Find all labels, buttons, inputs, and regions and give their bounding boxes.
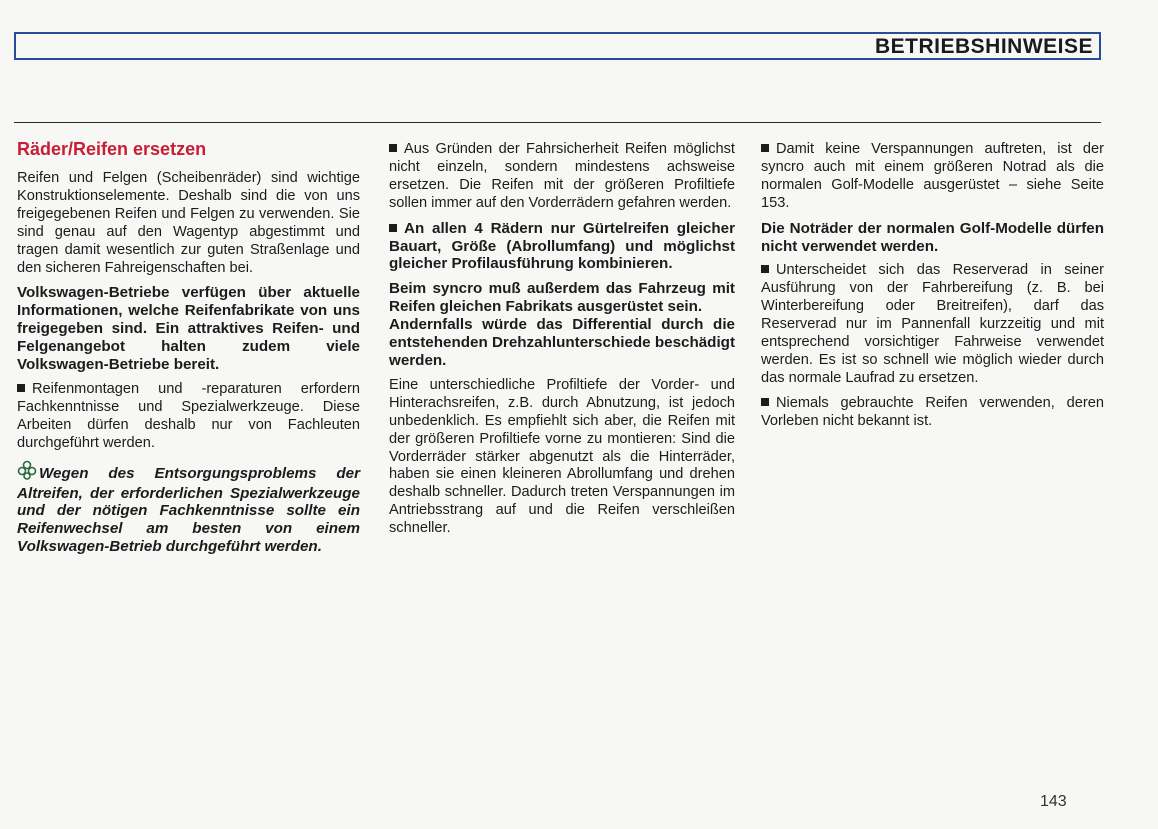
column-3 — [761, 141, 1104, 438]
horizontal-rule — [14, 122, 1101, 123]
paragraph-bullet: Niemals gebrauchte Reifen verwenden, deren Vorleben nicht bekannt ist. — [761, 394, 1104, 429]
paragraph-bold-syncro: Beim syncro muß außerdem das Fahrzeug mit Reifen gleichen Fabrikats ausgerüstet sein. — [389, 280, 735, 316]
paragraph-bullet: Aus Gründen der Fahrsicherheit Reifen möglichst nicht einzeln, sondern mindestens achsweise ersetzen. Die Reifen mit der größeren Profiltiefe sollen immer auf den Vorderrädern gefahren werden. — [389, 141, 735, 211]
bullet-icon — [17, 384, 25, 392]
paragraph-bold-info: Volkswagen-Betriebe verfügen über aktuelle Informationen, welche Reifenfabrikate von uns freigegeben sind. Ein attraktives Reifen- und Felgenangebot halten zudem viele Volkswagen-Betriebe bereit. — [17, 284, 360, 374]
paragraph-bullet-bold: An allen 4 Rädern nur Gürtelreifen gleicher Bauart, Größe (Abrollumfang) und möglichst gleicher Profilausführung kombinieren. — [389, 219, 735, 273]
paragraph-bullet: Reifenmontagen und -reparaturen erfordern Fachkenntnisse und Spezialwerkzeuge. Diese Arbeiten dürfen deshalb nur von Fachleuten durchgeführt werden. — [17, 380, 360, 451]
column-2 — [389, 141, 735, 545]
bullet-icon — [761, 144, 769, 152]
paragraph-profile-depth: Eine unterschiedliche Profiltiefe der Vorder- und Hinterachsreifen, z.B. durch Abnutzung, ist jedoch unbedenklich. Es empfiehlt sich aber, die Reifen mit der größeren Profiltiefe vorne zu montieren: Sind die Vorderräder stärker abgenutzt als die Hinterräder, haben sie einen kleineren Abrollumfang und drehen deshalb schneller. Dadurch treten Verspannungen im Antriebsstrang auf und die Reifen verschleißen schneller. — [389, 376, 735, 537]
section-title: BETRIEBSHINWEISE — [874, 35, 1093, 58]
paragraph-bullet: Unterscheidet sich das Reserverad in seiner Ausführung von der Fahrbereifung (z. B. bei Winterbereifung oder Breitreifen), darf das Reserverad nur im Pannenfall kurzzeitig und mit entsprechend vorsichtiger Fahrweise verwendet werden. Es ist so schnell wie möglich wieder durch das normale Laufrad zu ersetzen. — [761, 262, 1104, 386]
paragraph-intro: Reifen und Felgen (Scheibenräder) sind wichtige Konstruktionselemente. Deshalb sind die von uns freigegebenen Reifen und Felgen zu verwenden. Sie sind genau auf den Wagentyp abgestimmt und tragen damit wesentlich zur guten Straßenlage und den sicheren Fahreigenschaften bei. — [17, 170, 360, 276]
page-number: 143 — [1040, 793, 1067, 810]
bullet-icon — [389, 224, 397, 232]
column-1 — [17, 138, 360, 563]
paragraph-bullet: Damit keine Verspannungen auftreten, ist der syncro auch mit einem größeren Notrad als die normalen Golf-Modelle ausgerüstet – siehe Seite 153. — [761, 141, 1104, 211]
paragraph-bold-warning: Die Noträder der normalen Golf-Modelle dürfen nicht verwendet werden. — [761, 219, 1104, 255]
recycling-flower-icon — [17, 460, 39, 485]
bullet-icon — [389, 144, 397, 152]
header-frame — [14, 32, 1101, 60]
section-heading: Räder/Reifen ersetzen — [17, 139, 207, 159]
bullet-icon — [761, 265, 769, 273]
paragraph-bold-differential: Andernfalls würde das Differential durch die entstehenden Drehzahlunterschiede beschädigt werden. — [389, 316, 736, 369]
bullet-icon — [761, 398, 769, 406]
paragraph-environment-note: Wegen des Entsorgungsproblems der Altreifen, der erforderlichen Spezialwerkzeuge und der nötigen Fachkenntnisse sollte ein Reifenwechsel am besten von einem Volkswagen-Betrieb durchgeführt werden. — [17, 460, 360, 557]
